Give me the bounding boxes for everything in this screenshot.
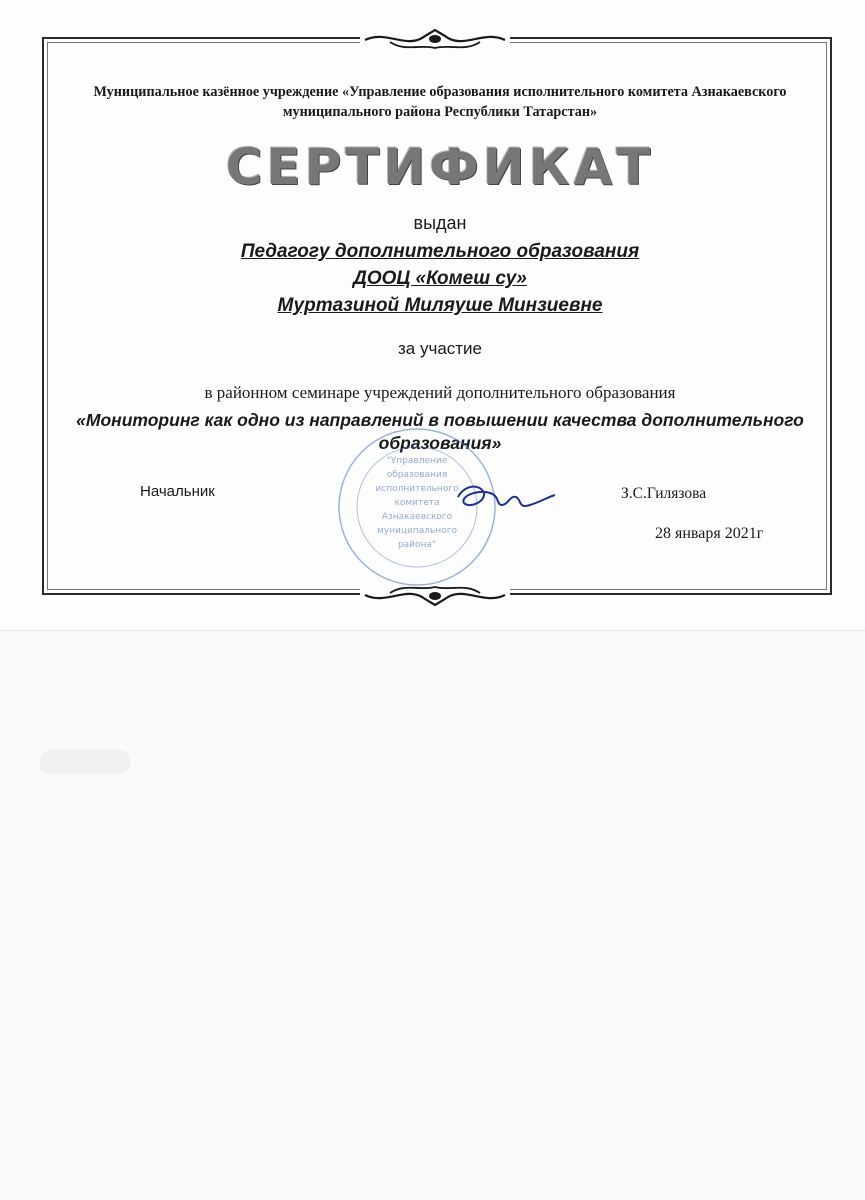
stamp-text-line: комитета: [394, 498, 440, 508]
issued-label: выдан: [413, 213, 467, 233]
recipient-position: Педагогу дополнительного образования: [240, 241, 640, 262]
organization-name: Муниципальное казённое учреждение «Управление образования исполнительного комитета Азнакаевского муниципального района Республики Татарстан»: [93, 84, 787, 120]
for-label: за участие: [397, 339, 483, 358]
top-ornament: [360, 26, 510, 52]
scan-smudge: [40, 750, 130, 774]
issue-date: 28 января 2021г: [655, 525, 764, 542]
stamp-text-line: района": [397, 540, 437, 550]
recipient-organization: ДООЦ «Комеш су»: [353, 268, 527, 289]
signer-position: Начальник: [140, 483, 215, 500]
recipient-block: [100, 238, 780, 319]
stamp-text-line: муниципального: [377, 526, 457, 536]
stamp-text-line: образования: [386, 470, 448, 480]
seminar-topic: «Мониторинг как одно из направлений в повышении качества дополнительного образования»: [76, 410, 804, 453]
signature: [450, 475, 560, 520]
certificate-title: СЕРТИФИКАТ: [225, 138, 655, 196]
seminar-description: в районном семинаре учреждений дополнительного образования: [204, 383, 676, 402]
signer-name: З.С.Гилязова: [621, 485, 707, 502]
stamp-text-line: исполнительного: [375, 484, 459, 494]
stamp-text-line: "Управление: [386, 456, 448, 466]
recipient-name: Муртазиной Миляуше Минзиевне: [277, 295, 603, 316]
stamp-text-line: Азнакаевского: [381, 512, 453, 522]
